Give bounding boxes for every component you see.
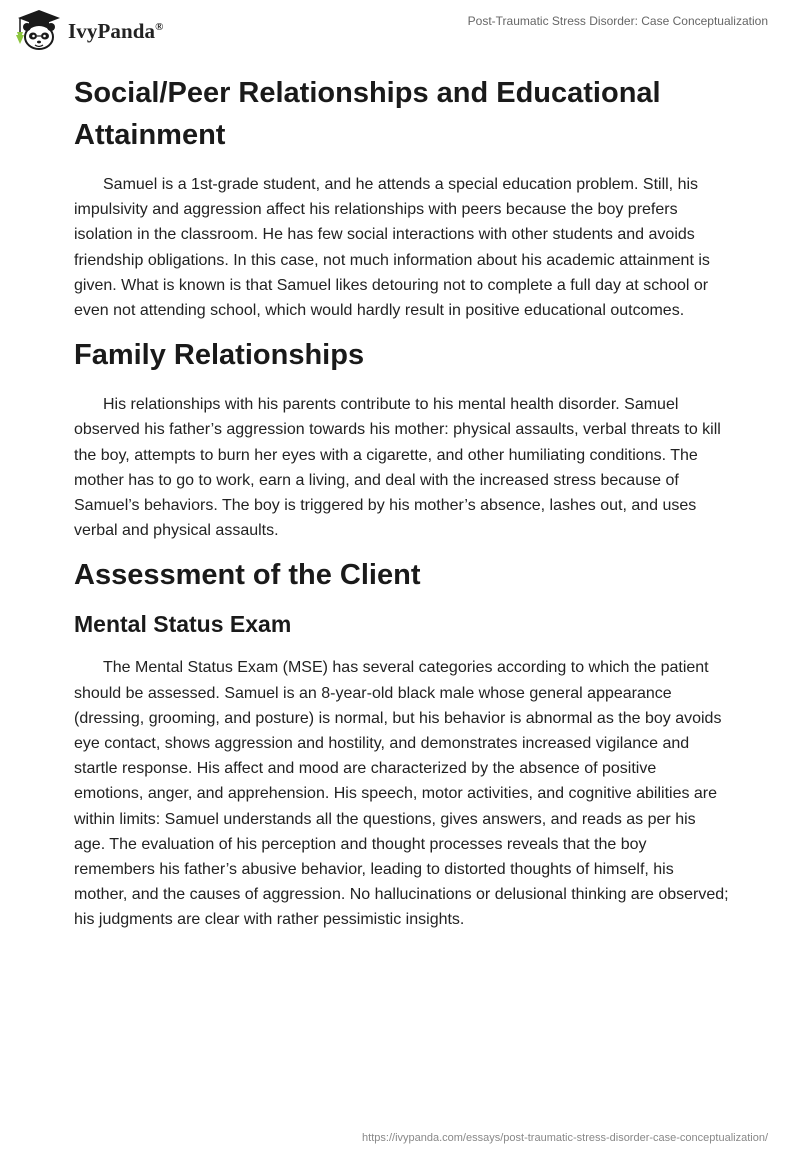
paragraph-family-relationships: His relationships with his parents contribute to his mental health disorder. Samuel observed his father’s aggression towards his mother: physical assaults, verbal threats to kill the boy, attempts to burn her eyes with a cigarette, and other humiliating conditions. The mother has to go to work, earn a living, and deal with the increased stress because of Samuel’s behaviors. The boy is triggered by his mother’s absence, lashes out, and uses verbal and physical assaults. bbox=[74, 396, 721, 540]
registered-mark: ® bbox=[155, 20, 164, 33]
paragraph-mental-status-exam: The Mental Status Exam (MSE) has several categories according to which the patient should be assessed. Samuel is an 8-year-old black male whose general appearance (dressing, grooming, and posture) is normal, but his behavior is abnormal as the boy avoids eye contact, shows aggression and hostility, and demonstrates increased vigilance and startle response. His affect and mood are characterized by the absence of positive emotions, anger, and apprehension. His speech, motor activities, and cognitive abilities are within limits: Samuel understands all the questions, gives answers, and reads as per his age. The evaluation of his perception and thought processes reveals that the boy remembers his father’s abusive behavior, leading to distorted thoughts of himself, his mother, and the causes of aggression. No hallucinations or delusional thinking are observed; his judgments are clear with rather pessimistic insights. bbox=[74, 659, 729, 929]
panda-graduate-icon bbox=[14, 8, 64, 52]
page-header bbox=[0, 0, 800, 60]
paragraph-social-peer: Samuel is a 1st-grade student, and he attends a special education problem. Still, his impulsivity and aggression affect his relationships with peers because the boy prefers isolation in the classroom. He has few social interactions with other students and avoids friendship obligations. In this case, not much information about his academic attainment is given. What is known is that Samuel likes detouring not to complete a full day at school or even not attending school, which would hardly result in positive educational outcomes. bbox=[74, 176, 710, 320]
heading-social-peer: Social/Peer Relationships and Educational Attainment bbox=[74, 77, 661, 151]
source-url[interactable]: https://ivypanda.com/essays/post-traumatic-stress-disorder-case-conceptualization/ bbox=[362, 1132, 768, 1144]
document-title: Post-Traumatic Stress Disorder: Case Conceptualization bbox=[467, 14, 768, 28]
subheading-mental-status-exam: Mental Status Exam bbox=[74, 611, 292, 638]
essay-content bbox=[74, 68, 730, 933]
heading-assessment: Assessment of the Client bbox=[74, 559, 421, 592]
logo-text: IvyPanda® bbox=[68, 18, 164, 43]
ivypanda-logo[interactable] bbox=[14, 8, 164, 52]
heading-family-relationships: Family Relationships bbox=[74, 339, 365, 372]
